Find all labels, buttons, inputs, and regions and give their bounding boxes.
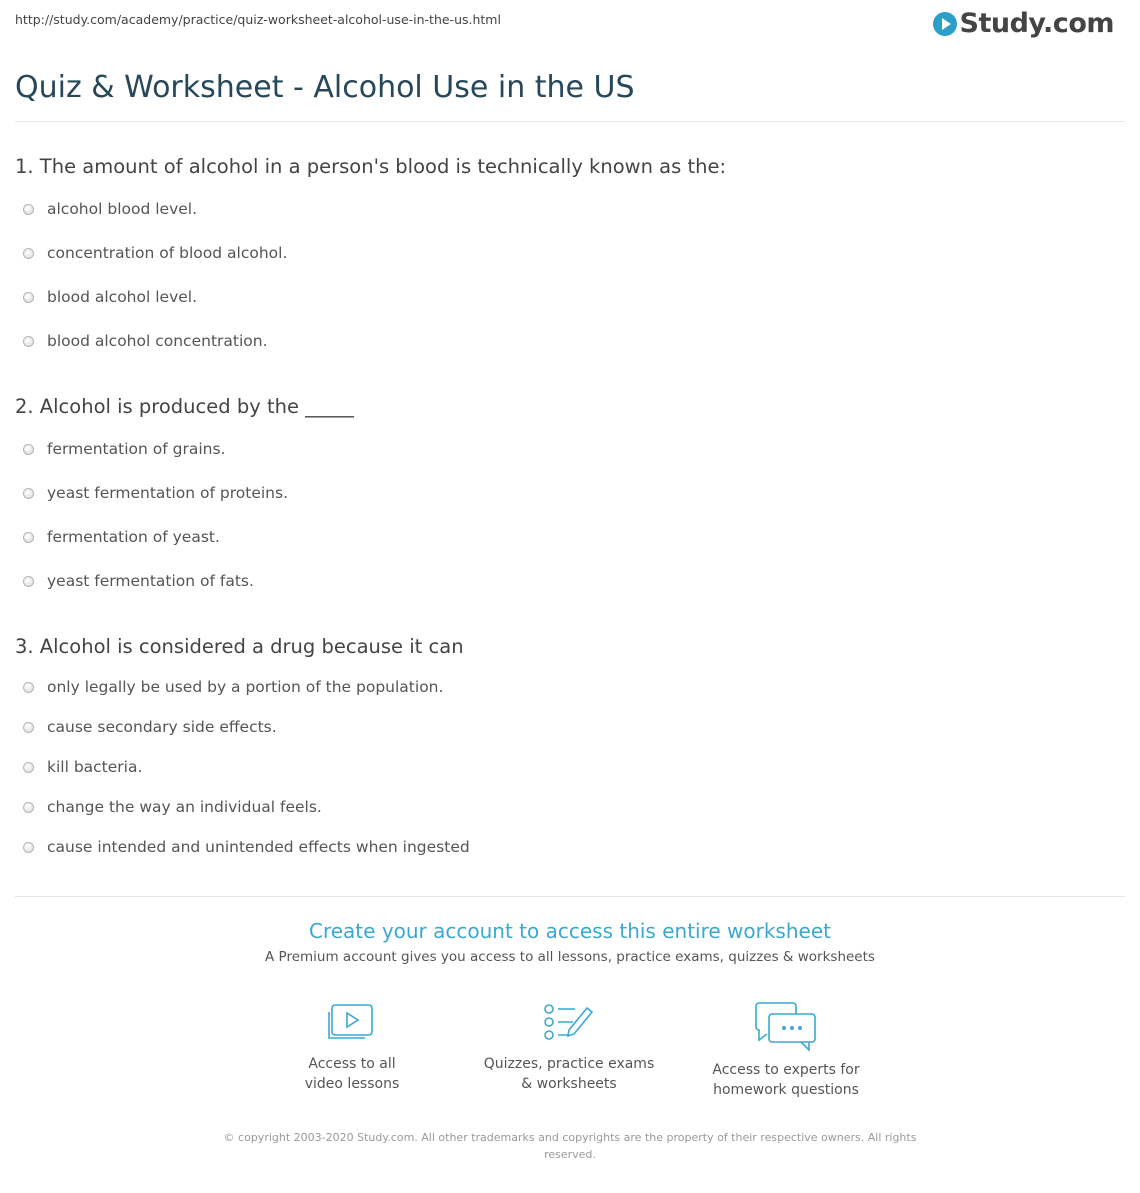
feature-label-line1: Access to experts for bbox=[712, 1062, 860, 1078]
option-2c[interactable] bbox=[23, 528, 220, 546]
radio-button[interactable] bbox=[23, 722, 34, 733]
option-label: yeast fermentation of fats. bbox=[47, 572, 254, 590]
question-2: 2. Alcohol is produced by the _____ bbox=[15, 395, 354, 418]
title-divider bbox=[15, 121, 1125, 122]
option-2d[interactable] bbox=[23, 572, 254, 590]
option-label: kill bacteria. bbox=[47, 758, 143, 776]
feature-quizzes bbox=[469, 1000, 669, 1094]
option-label: alcohol blood level. bbox=[47, 200, 198, 218]
cta-divider bbox=[15, 896, 1125, 897]
cta-subtitle: A Premium account gives you access to all lessons, practice exams, quizzes & worksheets bbox=[265, 949, 875, 965]
video-lessons-icon bbox=[325, 1000, 379, 1046]
chat-bubbles-icon bbox=[753, 1000, 819, 1052]
option-1a[interactable] bbox=[23, 200, 197, 218]
page-title: Quiz & Worksheet - Alcohol Use in the US bbox=[15, 70, 635, 105]
radio-button[interactable] bbox=[23, 842, 34, 853]
option-3e[interactable] bbox=[23, 838, 470, 856]
option-label: blood alcohol concentration. bbox=[47, 332, 268, 350]
option-label: blood alcohol level. bbox=[47, 288, 198, 306]
feature-label-line2: video lessons bbox=[304, 1076, 400, 1092]
radio-button[interactable] bbox=[23, 248, 34, 259]
study-logo[interactable] bbox=[933, 8, 1114, 39]
logo-text: Study.com bbox=[959, 8, 1114, 39]
play-circle-icon bbox=[933, 12, 957, 36]
option-label: fermentation of yeast. bbox=[47, 528, 220, 546]
radio-button[interactable] bbox=[23, 488, 34, 499]
option-label: concentration of blood alcohol. bbox=[47, 244, 288, 262]
option-1b[interactable] bbox=[23, 244, 287, 262]
option-label: cause intended and unintended effects when ingested bbox=[47, 838, 470, 856]
option-label: change the way an individual feels. bbox=[47, 798, 322, 816]
option-1c[interactable] bbox=[23, 288, 197, 306]
radio-button[interactable] bbox=[23, 802, 34, 813]
feature-experts bbox=[686, 1000, 886, 1100]
question-1: 1. The amount of alcohol in a person's blood is technically known as the: bbox=[15, 155, 727, 178]
radio-button[interactable] bbox=[23, 576, 34, 587]
option-3c[interactable] bbox=[23, 758, 142, 776]
radio-button[interactable] bbox=[23, 292, 34, 303]
quiz-checklist-icon bbox=[539, 1000, 599, 1046]
radio-button[interactable] bbox=[23, 444, 34, 455]
option-label: cause secondary side effects. bbox=[47, 718, 277, 736]
option-label: fermentation of grains. bbox=[47, 440, 226, 458]
radio-button[interactable] bbox=[23, 336, 34, 347]
option-label: yeast fermentation of proteins. bbox=[47, 484, 288, 502]
cta-title[interactable]: Create your account to access this entire worksheet bbox=[309, 919, 831, 943]
option-3d[interactable] bbox=[23, 798, 322, 816]
feature-video-lessons bbox=[252, 1000, 452, 1094]
option-1d[interactable] bbox=[23, 332, 268, 350]
option-2b[interactable] bbox=[23, 484, 288, 502]
option-2a[interactable] bbox=[23, 440, 225, 458]
radio-button[interactable] bbox=[23, 762, 34, 773]
feature-label-line2: homework questions bbox=[713, 1082, 859, 1098]
feature-label-line1: Access to all bbox=[308, 1056, 396, 1072]
feature-label-line1: Quizzes, practice exams bbox=[483, 1056, 655, 1072]
copyright-text: © copyright 2003-2020 Study.com. All other trademarks and copyrights are the property of their respective owners. All rights reserved. bbox=[223, 1131, 917, 1161]
option-3a[interactable] bbox=[23, 678, 443, 696]
feature-label-line2: & worksheets bbox=[521, 1076, 617, 1092]
option-label: only legally be used by a portion of the population. bbox=[47, 678, 444, 696]
question-3: 3. Alcohol is considered a drug because it can bbox=[15, 635, 464, 658]
radio-button[interactable] bbox=[23, 204, 34, 215]
radio-button[interactable] bbox=[23, 682, 34, 693]
option-3b[interactable] bbox=[23, 718, 277, 736]
page-url: http://study.com/academy/practice/quiz-worksheet-alcohol-use-in-the-us.html bbox=[15, 12, 501, 27]
radio-button[interactable] bbox=[23, 532, 34, 543]
